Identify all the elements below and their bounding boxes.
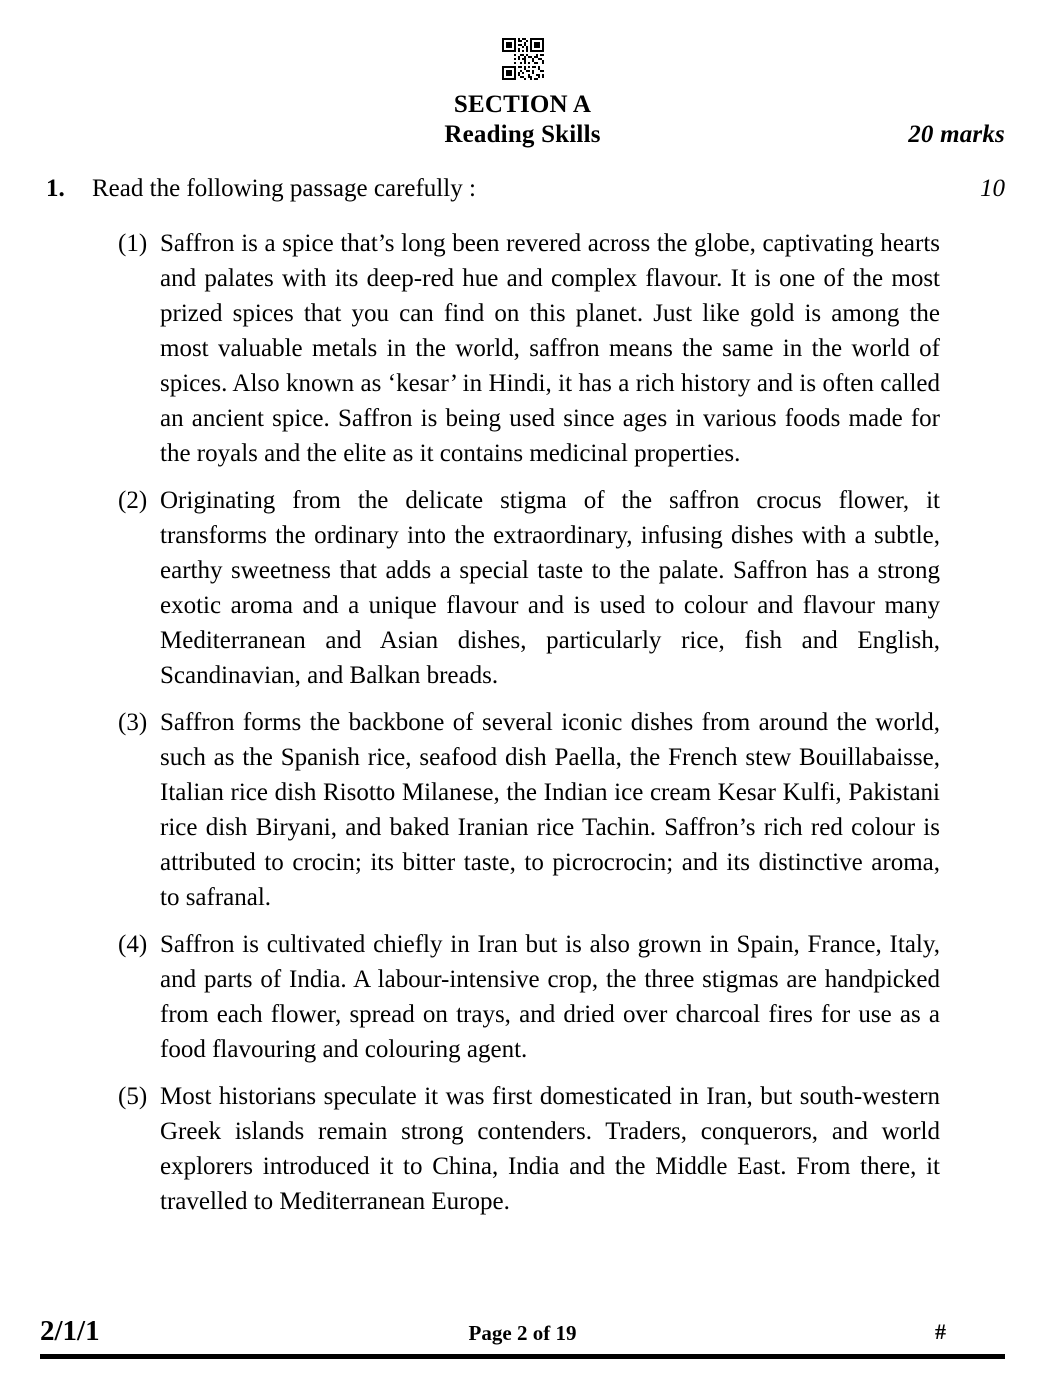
qr-code-container: [0, 36, 1046, 82]
footer-divider: [40, 1354, 1005, 1359]
question-number: 1.: [46, 175, 65, 202]
section-title: SECTION A: [453, 91, 592, 118]
section-title-line: [40, 90, 1005, 120]
section-header: [40, 90, 1005, 150]
paragraph-marker: (2): [118, 487, 148, 514]
paragraph-marker: (5): [118, 1083, 148, 1110]
paragraph-marker: (1): [118, 230, 148, 257]
paragraph-text: Saffron is a spice that’s long been revered across the globe, captivating hearts and palates with its deep-red hue and complex flavour. It is one of the most prized spices that you can find on this planet. Just like gold is among the most valuable metals in the world, saffron means the same in the world of spices. Also known as ‘kesar’ in Hindi, it has a rich history and is often called an ancient spice. Saffron is being used since ages in various foods made for the royals and the elite as it contains medicinal properties.: [160, 230, 940, 467]
passage-paragraph: [118, 1079, 940, 1219]
paragraph-marker: (4): [118, 931, 148, 958]
question-prompt-row: [40, 172, 1005, 212]
section-marks-total: 20 marks: [908, 121, 1005, 148]
question-block: [40, 172, 1005, 212]
passage-paragraph: [118, 483, 940, 693]
question-prompt-text: Read the following passage carefully :: [92, 175, 476, 202]
section-subtitle-line: [40, 120, 1005, 150]
passage-paragraph: [118, 226, 940, 471]
question-marks: 10: [980, 175, 1005, 202]
passage-body: [118, 226, 940, 1219]
paper-code: 2/1/1: [40, 1315, 100, 1347]
paragraph-text: Originating from the delicate stigma of the saffron crocus flower, it transforms the ordinary into the extraordinary, infusing dishes with a subtle, earthy sweetness that adds a special taste to the palate. Saffron has a strong exotic aroma and a unique flavour and is used to colour and flavour many Mediterranean and Asian dishes, particularly rice, fish and English, Scandinavian, and Balkan breads.: [160, 487, 940, 689]
footer-row: [40, 1316, 1005, 1350]
section-subtitle: Reading Skills: [444, 121, 601, 148]
paragraph-marker: (3): [118, 709, 148, 736]
paragraph-text: Most historians speculate it was first domesticated in Iran, but south-western Greek islands remain strong contenders. Traders, conquerors, and world explorers introduced it to China, India and the Middle East. From there, it travelled to Mediterranean Europe.: [160, 1083, 940, 1215]
page-number-label: Page 2 of 19: [468, 1321, 577, 1345]
hash-mark: #: [935, 1319, 946, 1344]
page-footer: [40, 1316, 1005, 1362]
passage-paragraph: [118, 705, 940, 915]
paragraph-text: Saffron forms the backbone of several iconic dishes from around the world, such as the Spanish rice, seafood dish Paella, the French stew Bouillabaisse, Italian rice dish Risotto Milanese, the Indian ice cream Kesar Kulfi, Pakistani rice dish Biryani, and baked Iranian rice Tachin. Saffron’s rich red colour is attributed to crocin; its bitter taste, to picrocrocin; and its distinctive aroma, to safranal.: [160, 709, 940, 911]
qr-code-icon: [500, 36, 546, 82]
paragraph-text: Saffron is cultivated chiefly in Iran but is also grown in Spain, France, Italy, and parts of India. A labour-intensive crop, the three stigmas are handpicked from each flower, spread on trays, and dried over charcoal fires for use as a food flavouring and colouring agent.: [160, 931, 940, 1063]
passage-paragraph: [118, 927, 940, 1067]
